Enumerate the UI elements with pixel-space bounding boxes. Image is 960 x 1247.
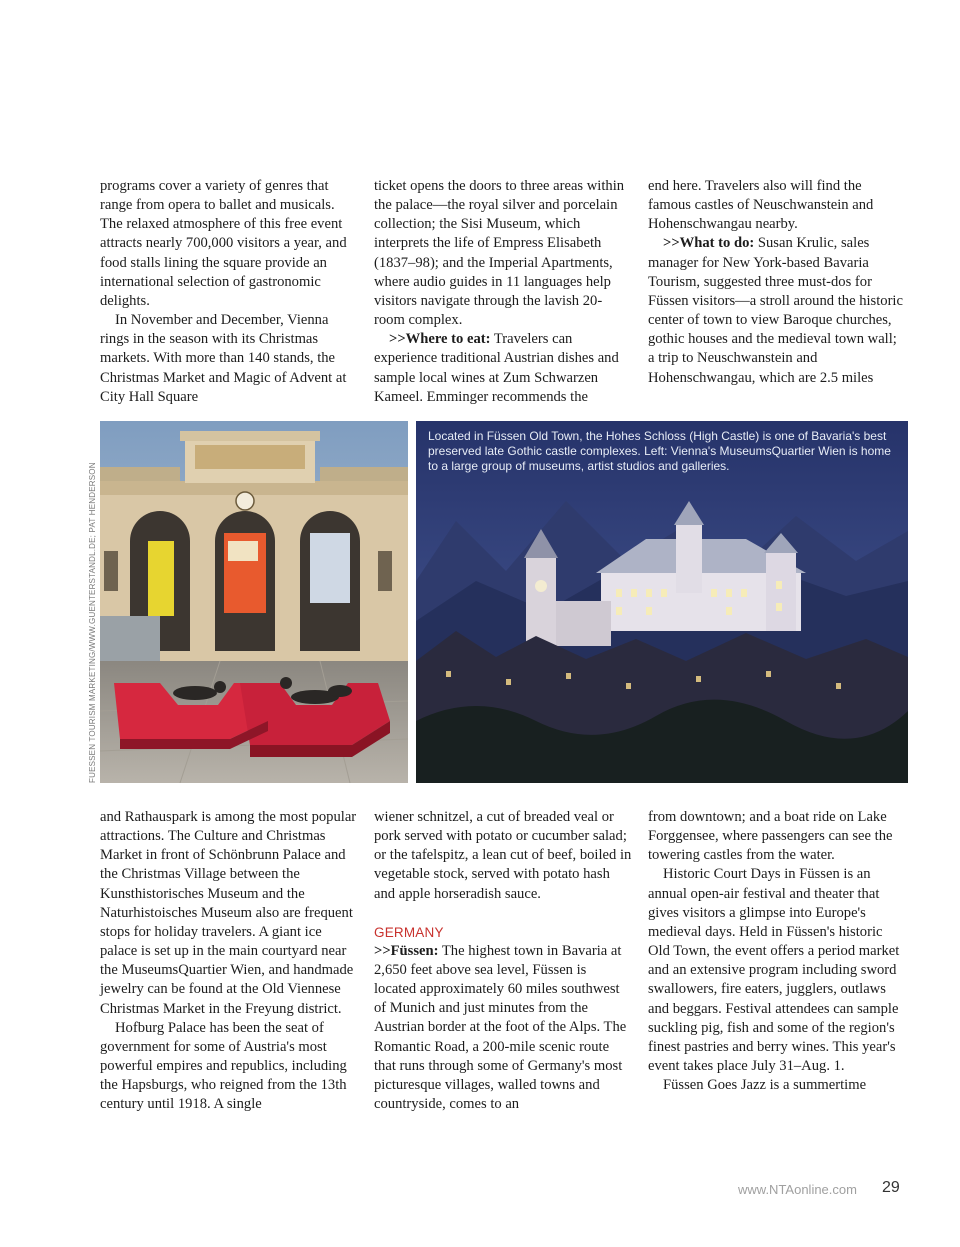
subhead-fuessen: >>Füssen: (374, 942, 439, 959)
paragraph: Historic Court Days in Füssen is an annual open-air festival and theater that gives visitors a glimpse into Europe's medieval days. Held in Füssen's historic Old Town, the event offers a period market and an extensive program including sword swallowers, fire eaters, jugglers, outlaws and beggars. Festival attendees can sample suckling pig, fish and some of the region's finest pastries and berry wines. This year's event takes place July 31–Aug. 1. (648, 866, 900, 1075)
bottom-column-1 (100, 808, 358, 1115)
paragraph: programs cover a variety of genres that range from opera to ballet and musicals. The relaxed atmosphere of this free event attracts nearly 700,000 visitors a year, and food stalls lining the square provide an international selection of gastronomic delights. (100, 178, 347, 309)
paragraph: end here. Travelers also will find the famous castles of Neuschwanstein and Hohenschwangau nearby. (648, 178, 874, 233)
section-heading-germany: GERMANY (374, 924, 444, 940)
top-column-3 (648, 177, 906, 388)
top-column-2 (374, 177, 632, 407)
paragraph: Füssen Goes Jazz is a summertime (663, 1077, 867, 1094)
photo-credit: FUESSEN TOURISM MARKETING/WWW.GUENTERSTANDL.DE; PAT HENDERSON (88, 462, 97, 783)
page-number: 29 (882, 1179, 900, 1196)
paragraph: >>Where to eat: Travelers can experience traditional Austrian dishes and sample local wines at Zum Schwarzen Kameel. Emminger recommends the (374, 331, 619, 405)
subhead-where-to-eat: >>Where to eat: (389, 331, 491, 348)
photo-caption: Located in Füssen Old Town, the Hohes Schloss (High Castle) is one of Bavaria's best preserved late Gothic castle complexes. Left: Vienna's MuseumsQuartier Wien is home to a large group of museums, artist studios and galleries. (428, 429, 891, 473)
paragraph: >>Füssen: The highest town in Bavaria at 2,650 feet above sea level, Füssen is located approximately 60 miles southwest of Munich and just minutes from the Austrian border at the foot of the Alps. The Romantic Road, a 200-mile scenic route that runs through some of Germany's most picturesque villages, walled towns and countryside, comes to an (374, 942, 627, 1113)
paragraph: Hofburg Palace has been the seat of government for some of Austria's most powerful empires and republics, including the Hapsburgs, who reigned from the 13th century until 1918. A single (100, 1019, 347, 1113)
paragraph: and Rathauspark is among the most popular attractions. The Culture and Christmas Market in front of Schönbrunn Palace and the Christmas Village between the Kunsthistorisches Museum and the Naturhistoisches Museum also are frequent stops for holiday travelers. A giant ice palace is set up in the main courtyard near the MuseumsQuartier Wien, and handmade jewelry can be found at the Old Viennese Christmas Market in the Freyung district. (100, 809, 357, 1017)
paragraph: ticket opens the doors to three areas within the palace—the royal silver and porcelain collection; the Sisi Museum, which interprets the life of Empress Elisabeth (1837–98); and the Imperial Apartments, where audio guides in 11 languages help visitors navigate through the lavish 20-room complex. (374, 178, 625, 329)
fuessen-hohes-schloss-photo (416, 421, 908, 783)
vienna-museumsquartier-photo (100, 421, 408, 783)
paragraph: from downtown; and a boat ride on Lake Forggensee, where passengers can see the towering castles from the water. (648, 809, 893, 864)
paragraph: >>What to do: Susan Krulic, sales manager for New York-based Bavaria Tourism, suggested three must-dos for Füssen visitors—a stroll around the historic center of town to view Baroque churches, gothic houses and the medieval town wall; a trip to Neuschwanstein and Hohenschwangau, which are 2.5 miles (648, 235, 903, 386)
subhead-what-to-do: >>What to do: (663, 235, 755, 252)
top-column-1 (100, 177, 358, 407)
paragraph: wiener schnitzel, a cut of breaded veal or pork served with potato or cucumber salad; or the tafelspitz, a lean cut of beef, boiled in vegetable stock, served with potato hash and apple horseradish sauce. (374, 809, 632, 902)
bottom-column-3 (648, 808, 906, 1095)
paragraph: In November and December, Vienna rings in the season with its Christmas markets. With more than 140 stands, the Christmas Market and Magic of Advent at City Hall Square (100, 312, 347, 405)
bottom-column-2 (374, 808, 632, 1114)
footer-url: www.NTAonline.com (738, 1182, 857, 1197)
